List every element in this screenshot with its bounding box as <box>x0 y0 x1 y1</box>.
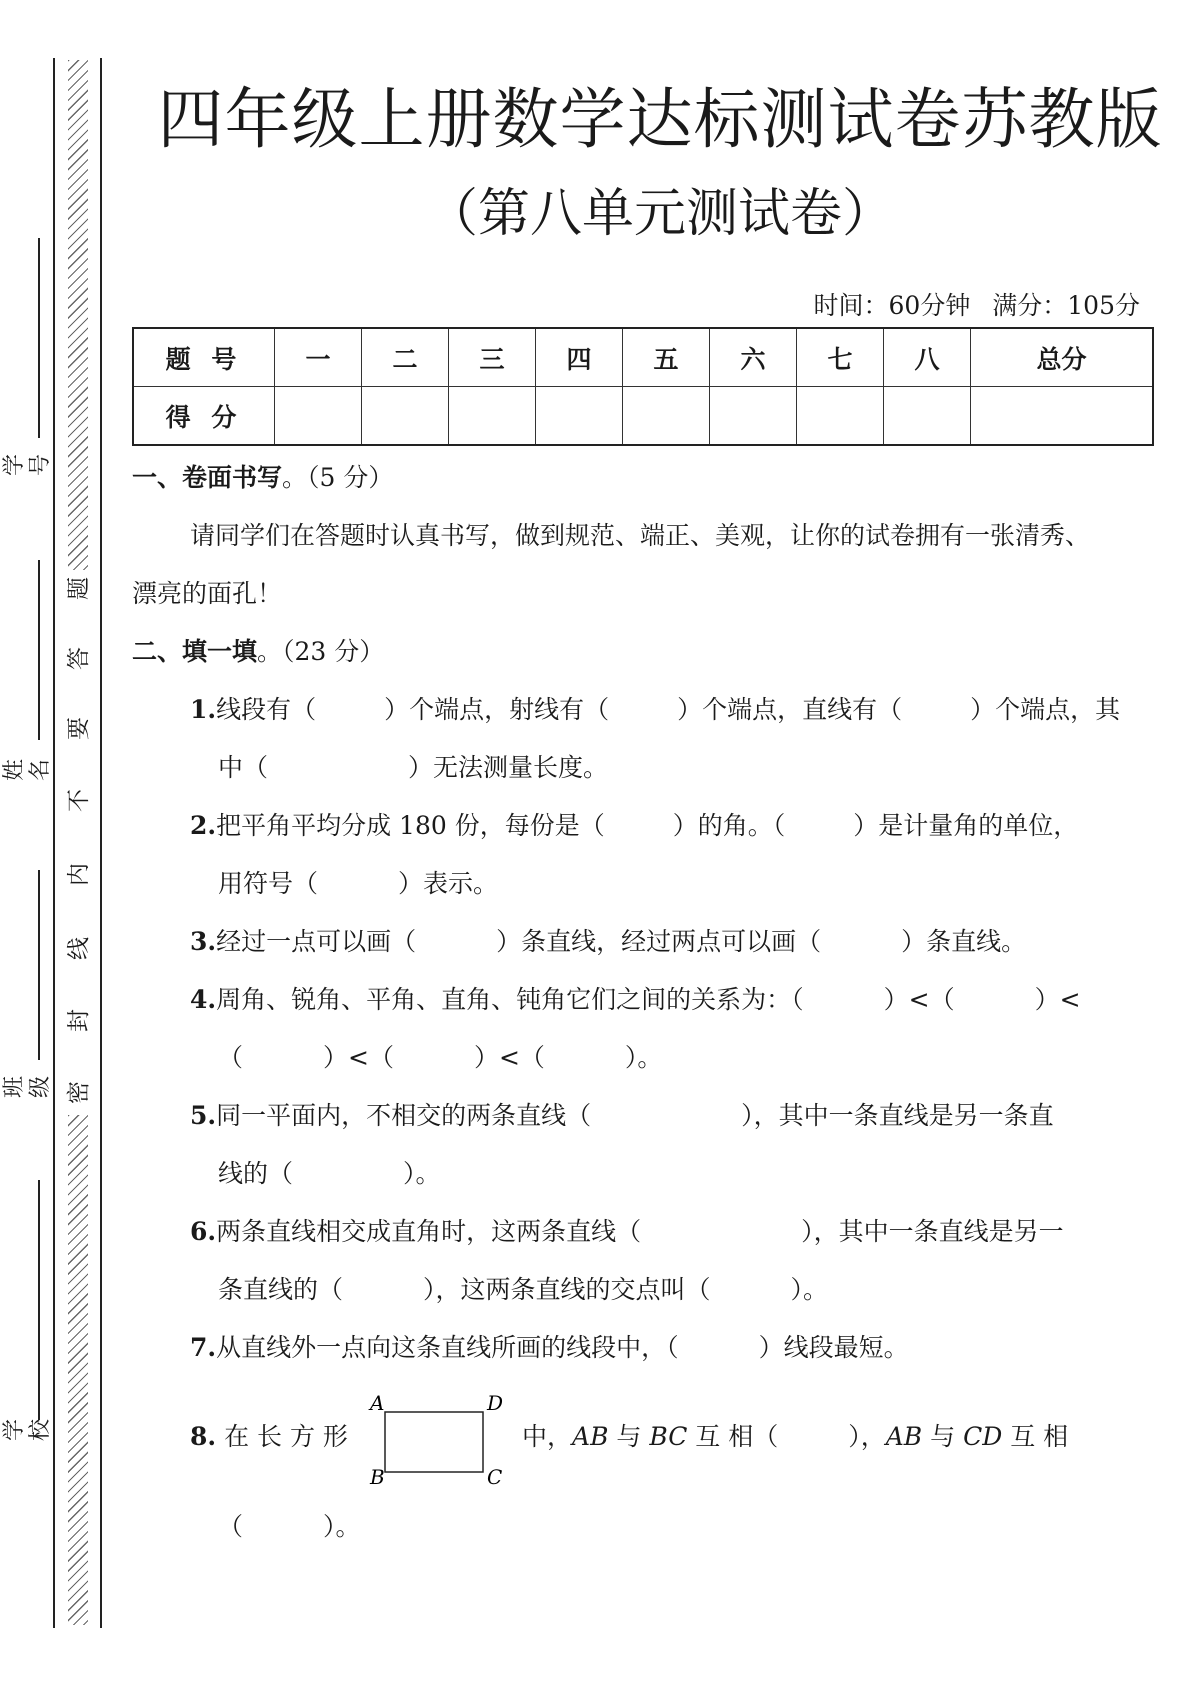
q4-text-c: ）< <box>1034 985 1081 1014</box>
score-cell[interactable] <box>449 387 536 446</box>
column-header: 六 <box>710 328 797 387</box>
q8-cont-a: （ <box>218 1512 244 1541</box>
q4-text-a: 周角、锐角、平角、直角、钝角它们之间的关系为：（ <box>216 985 804 1014</box>
column-header: 七 <box>797 328 884 387</box>
question-8-lead <box>190 1417 348 1453</box>
section-1-heading <box>132 458 393 494</box>
q1-text-c: ）个端点，直线有（ <box>677 695 903 724</box>
q2-text-a: 把平角平均分成 180 份，每份是（ <box>216 811 605 840</box>
student-id-label: 学号 <box>2 454 53 477</box>
column-header: 四 <box>536 328 623 387</box>
exam-meta <box>800 286 1140 322</box>
q6-cont-c: ）。 <box>790 1275 829 1304</box>
q8-text-yu: 与 <box>608 1422 650 1451</box>
column-header: 二 <box>362 328 449 387</box>
q4-cont-a: （ <box>218 1043 244 1072</box>
question-number: 1. <box>190 695 217 724</box>
section-1-points: 。（5 分） <box>282 463 394 492</box>
segment-ab: AB <box>885 1422 923 1451</box>
q5-text-a: 同一平面内，不相交的两条直线（ <box>216 1101 592 1130</box>
vertex-label-b: B <box>370 1465 385 1485</box>
seal-char: 不 <box>66 789 92 812</box>
q1-text-a: 线段有（ <box>216 695 317 724</box>
score-cell[interactable] <box>884 387 971 446</box>
question-4 <box>190 980 1081 1016</box>
q1-cont-a: 中（ <box>218 753 269 782</box>
score-cell[interactable] <box>536 387 623 446</box>
q3-text-b: ）条直线，经过两点可以画（ <box>496 927 822 956</box>
question-3 <box>190 922 1026 958</box>
q8-text-b: 中， <box>522 1422 573 1451</box>
q3-text-a: 经过一点可以画（ <box>216 927 417 956</box>
question-2-continued <box>218 864 498 900</box>
question-number: 4. <box>190 985 217 1014</box>
segment-ab: AB <box>572 1422 609 1451</box>
question-8-continued <box>218 1507 361 1543</box>
question-number: 8. <box>190 1422 217 1451</box>
binding-hatch-bottom <box>68 1115 88 1625</box>
score-cell[interactable] <box>275 387 362 446</box>
binding-line-outer <box>53 58 55 1628</box>
question-6-continued <box>218 1270 828 1306</box>
q8-cont-b: ）。 <box>323 1512 361 1541</box>
question-number: 7. <box>190 1333 217 1362</box>
row-label-question: 题 号 <box>133 328 275 387</box>
row-label-score: 得 分 <box>133 387 275 446</box>
q1-text-d: ）个端点，其 <box>970 695 1121 724</box>
vertex-label-c: C <box>487 1465 503 1485</box>
q2-text-b: ）的角。（ <box>672 811 786 840</box>
score-cell[interactable] <box>362 387 449 446</box>
section-2-points: 。（23 分） <box>257 637 385 666</box>
question-6 <box>190 1212 1064 1248</box>
q2-cont-a: 用符号（ <box>218 869 319 898</box>
page-title: 四年级上册数学达标测试卷苏教版 <box>157 81 1163 158</box>
q2-cont-b: ）表示。 <box>398 869 499 898</box>
class-label: 班级 <box>2 1076 53 1099</box>
q7-text-b: ）线段最短。 <box>758 1333 909 1362</box>
q1-cont-b: ）无法测量长度。 <box>408 753 609 782</box>
q8-text-a: 在 长 方 形 <box>224 1422 348 1451</box>
seal-char: 封 <box>66 1009 92 1032</box>
section-2-heading <box>132 632 384 668</box>
seal-char: 要 <box>66 717 92 740</box>
exam-time: 时间：60分钟 <box>813 291 971 320</box>
q7-text-a: 从直线外一点向这条直线所画的线段中，（ <box>216 1333 679 1362</box>
binding-hatch-top <box>68 60 88 570</box>
question-number: 2. <box>190 811 217 840</box>
binding-line-inner <box>100 58 102 1628</box>
question-5-continued <box>218 1154 441 1190</box>
segment-bc: BC <box>649 1422 688 1451</box>
segment-cd: CD <box>963 1422 1003 1451</box>
q6-text-a: 两条直线相交成直角时，这两条直线（ <box>216 1217 642 1246</box>
section-1-title: 一、卷面书写 <box>132 463 283 492</box>
column-header: 八 <box>884 328 971 387</box>
school-line <box>38 1180 40 1420</box>
school-label: 学校 <box>2 1419 53 1442</box>
seal-char: 答 <box>66 647 92 670</box>
score-table <box>132 327 1154 446</box>
q4-cont-b: ）<（ <box>323 1043 394 1072</box>
question-1-continued <box>218 748 608 784</box>
page-subtitle: （第八单元测试卷） <box>425 184 894 244</box>
q6-cont-b: ），这两条直线的交点叫（ <box>423 1275 711 1304</box>
question-7 <box>190 1328 909 1364</box>
question-1 <box>190 690 1120 726</box>
seal-char: 密 <box>66 1081 92 1104</box>
q6-cont-a: 条直线的（ <box>218 1275 344 1304</box>
section-1-line-1: 请同学们在答题时认真书写，做到规范、端正、美观，让你的试卷拥有一张清秀、 <box>190 521 1091 550</box>
rectangle-abcd-figure <box>365 1395 505 1485</box>
vertex-label-d: D <box>487 1395 504 1415</box>
seal-char: 题 <box>66 577 92 600</box>
question-number: 3. <box>190 927 217 956</box>
column-header-total: 总分 <box>971 328 1154 387</box>
exam-full-score: 满分：105分 <box>992 291 1140 320</box>
q4-text-b: ）<（ <box>883 985 955 1014</box>
q6-text-b: ），其中一条直线是另一 <box>801 1217 1064 1246</box>
class-line <box>38 870 40 1060</box>
score-cell[interactable] <box>623 387 710 446</box>
binding-margin <box>0 0 120 1682</box>
score-cell-total[interactable] <box>971 387 1154 446</box>
q5-cont-b: ）。 <box>403 1159 441 1188</box>
column-header: 五 <box>623 328 710 387</box>
q8-text-yu: 与 <box>922 1422 964 1451</box>
q1-text-b: ）个端点，射线有（ <box>384 695 610 724</box>
question-4-continued <box>218 1038 662 1074</box>
q8-text-c: 互 相（ <box>687 1422 779 1451</box>
question-number: 5. <box>190 1101 217 1130</box>
question-number: 6. <box>190 1217 217 1246</box>
column-header: 一 <box>275 328 362 387</box>
score-cell[interactable] <box>797 387 884 446</box>
student-name-line <box>38 560 40 740</box>
q4-cont-d: ）。 <box>624 1043 663 1072</box>
score-table-score-row <box>133 387 1153 446</box>
q3-text-c: ）条直线。 <box>901 927 1027 956</box>
score-cell[interactable] <box>710 387 797 446</box>
vertex-label-a: A <box>370 1395 385 1415</box>
section-2-title: 二、填一填 <box>132 637 258 666</box>
q4-cont-c: ）<（ <box>473 1043 545 1072</box>
seal-char: 线 <box>66 937 92 960</box>
section-1-line-2: 漂亮的面孔！ <box>132 579 283 608</box>
question-5 <box>190 1096 1054 1132</box>
student-id-line <box>38 238 40 438</box>
q2-text-c: ）是计量角的单位， <box>853 811 1079 840</box>
student-name-label: 姓名 <box>2 759 53 782</box>
question-2 <box>190 806 1078 842</box>
rectangle-shape <box>385 1412 483 1472</box>
q8-text-e: 互 相 <box>1002 1422 1069 1451</box>
q5-text-b: ），其中一条直线是另一条直 <box>741 1101 1054 1130</box>
question-8-rest <box>522 1417 1068 1453</box>
seal-char: 内 <box>66 863 92 886</box>
column-header: 三 <box>449 328 536 387</box>
q5-cont-a: 线的（ <box>218 1159 294 1188</box>
score-table-header-row <box>133 328 1153 387</box>
q8-text-d: ）， <box>848 1422 886 1451</box>
